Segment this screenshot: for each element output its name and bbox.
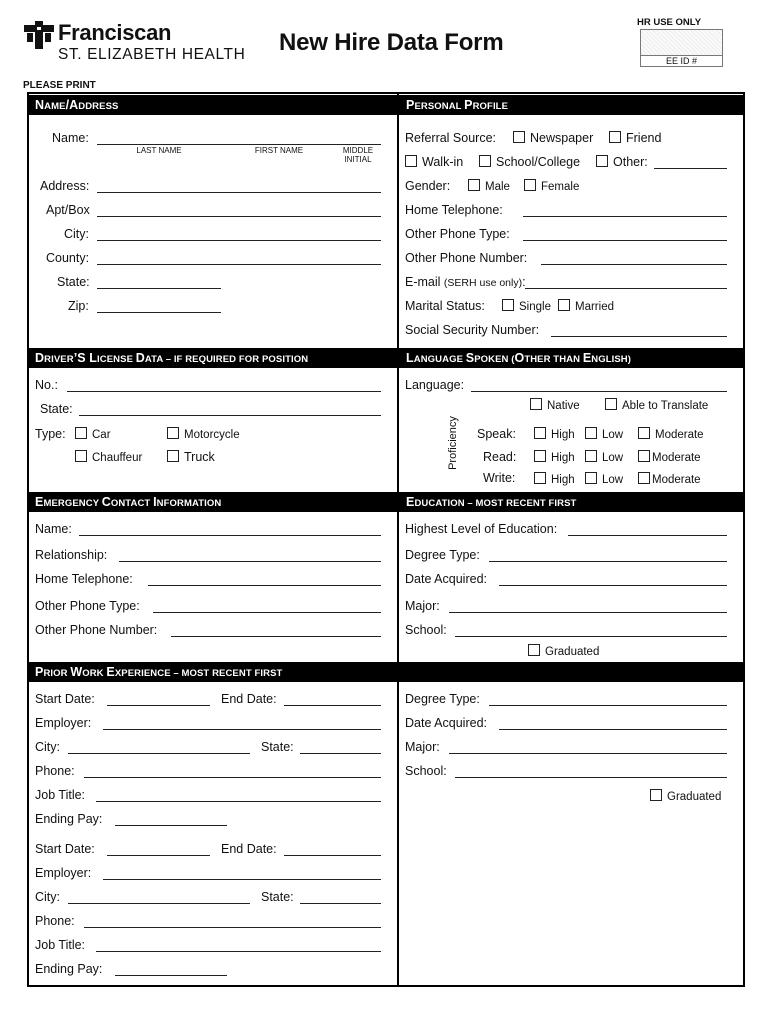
walk-in-checkbox[interactable] xyxy=(405,155,417,167)
graduated-label: Graduated xyxy=(545,646,600,658)
date-acquired-label-2: Date Acquired: xyxy=(405,716,487,730)
relationship-field[interactable] xyxy=(119,561,381,562)
female-checkbox[interactable] xyxy=(524,179,536,191)
apt-box-field[interactable] xyxy=(97,216,381,217)
license-number-field[interactable] xyxy=(67,391,381,392)
end-date-field-1[interactable] xyxy=(284,705,381,706)
section-header-drivers-license: DRIVER’S LICENSE DATA – IF REQUIRED FOR POSITION xyxy=(28,348,397,368)
emergency-home-telephone-field[interactable] xyxy=(148,585,381,586)
native-checkbox[interactable] xyxy=(530,398,542,410)
married-checkbox[interactable] xyxy=(558,299,570,311)
other-phone-number-field[interactable] xyxy=(541,264,727,265)
friend-checkbox[interactable] xyxy=(609,131,621,143)
read-high-label: High xyxy=(551,452,575,464)
form-frame xyxy=(27,92,745,987)
license-state-label: State: xyxy=(40,402,73,416)
emergency-other-phone-number-label: Other Phone Number: xyxy=(35,623,158,637)
truck-label: Truck xyxy=(184,450,215,464)
job-title-label-1: Job Title: xyxy=(35,788,86,802)
emergency-home-telephone-label: Home Telephone: xyxy=(35,572,133,586)
able-to-translate-label: Able to Translate xyxy=(622,400,709,412)
end-date-field-2[interactable] xyxy=(284,855,381,856)
address-field[interactable] xyxy=(97,192,381,193)
male-checkbox[interactable] xyxy=(468,179,480,191)
last-name-caption: LAST NAME xyxy=(136,146,182,155)
read-low-checkbox[interactable] xyxy=(585,450,597,462)
job-title-label-2: Job Title: xyxy=(35,938,86,952)
read-high-checkbox[interactable] xyxy=(534,450,546,462)
degree-type-field-2[interactable] xyxy=(489,705,727,706)
read-label: Read: xyxy=(483,450,517,464)
language-label: Language: xyxy=(405,378,465,392)
logo-subtitle: ST. ELIZABETH HEALTH xyxy=(58,46,246,63)
male-label: Male xyxy=(485,181,510,193)
employer-label-1: Employer: xyxy=(35,716,92,730)
motorcycle-checkbox[interactable] xyxy=(167,427,179,439)
single-checkbox[interactable] xyxy=(502,299,514,311)
speak-moderate-label: Moderate xyxy=(655,429,704,441)
name-field[interactable] xyxy=(97,144,381,145)
referral-source-label: Referral Source: xyxy=(405,131,497,145)
write-label: Write: xyxy=(483,471,516,485)
other-referral-checkbox[interactable] xyxy=(596,155,608,167)
emergency-other-phone-type-field[interactable] xyxy=(153,612,381,613)
truck-checkbox[interactable] xyxy=(167,450,179,462)
emergency-name-field[interactable] xyxy=(79,535,381,536)
county-label: County: xyxy=(46,251,90,265)
gender-label: Gender: xyxy=(405,179,451,193)
email-field[interactable] xyxy=(525,288,727,289)
name-label: Name: xyxy=(52,131,89,145)
school-college-checkbox[interactable] xyxy=(479,155,491,167)
car-checkbox[interactable] xyxy=(75,427,87,439)
able-to-translate-checkbox[interactable] xyxy=(605,398,617,410)
ending-pay-label-2: Ending Pay: xyxy=(35,962,103,976)
license-number-label: No.: xyxy=(35,378,58,392)
chauffeur-label: Chauffeur xyxy=(92,452,143,464)
major-field-2[interactable] xyxy=(449,753,727,754)
school-label-2: School: xyxy=(405,764,447,778)
work-city-label-2: City: xyxy=(35,890,60,904)
date-acquired-field-2[interactable] xyxy=(499,729,727,730)
degree-type-field[interactable] xyxy=(489,561,727,562)
section-header-emergency-contact: EMERGENCY CONTACT INFORMATION xyxy=(28,492,397,512)
ee-id-label: EE ID # xyxy=(641,55,722,66)
walk-in-label: Walk-in xyxy=(422,155,464,169)
highest-education-label: Highest Level of Education: xyxy=(405,522,558,536)
read-moderate-label: Moderate xyxy=(652,452,701,464)
section-header-education: EDUCATION – MOST RECENT FIRST xyxy=(399,492,744,512)
end-date-label-2: End Date: xyxy=(221,842,277,856)
phone-field-2[interactable] xyxy=(84,927,381,928)
first-name-caption: FIRST NAME xyxy=(254,146,304,155)
other-phone-type-label: Other Phone Type: xyxy=(405,227,510,241)
start-date-label-1: Start Date: xyxy=(35,692,95,706)
major-field[interactable] xyxy=(449,612,727,613)
degree-type-label: Degree Type: xyxy=(405,548,480,562)
license-state-field[interactable] xyxy=(79,415,381,416)
employer-field-1[interactable] xyxy=(103,729,381,730)
column-divider-bottom xyxy=(397,682,399,987)
speak-high-label: High xyxy=(551,429,575,441)
license-type-label: Type: xyxy=(35,427,66,441)
phone-label-1: Phone: xyxy=(35,764,75,778)
relationship-label: Relationship: xyxy=(35,548,108,562)
major-label: Major: xyxy=(405,599,440,613)
section-header-name-address: NAME/ADDRESS xyxy=(28,95,397,115)
write-moderate-label: Moderate xyxy=(652,474,701,486)
middle-initial-caption-2: INITIAL xyxy=(344,155,372,164)
write-high-checkbox[interactable] xyxy=(534,472,546,484)
native-label: Native xyxy=(547,400,580,412)
school-field-2[interactable] xyxy=(455,777,727,778)
end-date-label-1: End Date: xyxy=(221,692,277,706)
work-city-label-1: City: xyxy=(35,740,60,754)
column-divider-top xyxy=(397,92,399,662)
start-date-field-1[interactable] xyxy=(107,705,210,706)
home-telephone-field[interactable] xyxy=(523,216,727,217)
ending-pay-field-2[interactable] xyxy=(115,975,227,976)
section-header-prior-work: PRIOR WORK EXPERIENCE – MOST RECENT FIRST xyxy=(28,662,744,682)
date-acquired-field[interactable] xyxy=(499,585,727,586)
please-print-label: PLEASE PRINT xyxy=(23,80,96,91)
graduated-label-2: Graduated xyxy=(667,791,722,803)
phone-field-1[interactable] xyxy=(84,777,381,778)
address-label: Address: xyxy=(40,179,90,193)
language-field[interactable] xyxy=(471,391,727,392)
married-label: Married xyxy=(575,301,614,313)
emergency-other-phone-type-label: Other Phone Type: xyxy=(35,599,140,613)
hr-use-only-label: HR USE ONLY xyxy=(637,17,702,28)
speak-low-label: Low xyxy=(602,429,624,441)
school-college-label: School/College xyxy=(496,155,581,169)
write-low-checkbox[interactable] xyxy=(585,472,597,484)
start-date-field-2[interactable] xyxy=(107,855,210,856)
school-field[interactable] xyxy=(455,636,727,637)
job-title-field-2[interactable] xyxy=(96,951,381,952)
start-date-label-2: Start Date: xyxy=(35,842,95,856)
write-high-label: High xyxy=(551,474,575,486)
ssn-label: Social Security Number: xyxy=(405,323,540,337)
zip-field[interactable] xyxy=(97,312,221,313)
single-label: Single xyxy=(519,301,551,313)
speak-label: Speak: xyxy=(477,427,516,441)
proficiency-label: Proficiency xyxy=(447,416,459,470)
graduated-checkbox[interactable] xyxy=(528,644,540,656)
city-label: City: xyxy=(64,227,89,241)
other-phone-type-field[interactable] xyxy=(523,240,727,241)
work-city-field-2[interactable] xyxy=(68,903,250,904)
email-label: E-mail (SERH use only): xyxy=(405,275,526,289)
marital-status-label: Marital Status: xyxy=(405,299,485,313)
motorcycle-label: Motorcycle xyxy=(184,429,240,441)
middle-initial-caption-1: MIDDLE xyxy=(342,146,374,155)
state-label: State: xyxy=(57,275,90,289)
read-low-label: Low xyxy=(602,452,624,464)
female-label: Female xyxy=(541,181,580,193)
work-city-field-1[interactable] xyxy=(68,753,250,754)
emergency-name-label: Name: xyxy=(35,522,72,536)
other-referral-label: Other: xyxy=(613,155,648,169)
employer-field-2[interactable] xyxy=(103,879,381,880)
major-label-2: Major: xyxy=(405,740,440,754)
hr-use-box xyxy=(640,29,723,67)
ending-pay-label-1: Ending Pay: xyxy=(35,812,103,826)
job-title-field-1[interactable] xyxy=(96,801,381,802)
ssn-field[interactable] xyxy=(551,336,727,337)
home-telephone-label: Home Telephone: xyxy=(405,203,503,217)
employer-label-2: Employer: xyxy=(35,866,92,880)
emergency-other-phone-number-field[interactable] xyxy=(171,636,381,637)
other-referral-field[interactable] xyxy=(654,168,727,169)
chauffeur-checkbox[interactable] xyxy=(75,450,87,462)
graduated-checkbox-2[interactable] xyxy=(650,789,662,801)
apt-box-label: Apt/Box xyxy=(46,203,90,217)
write-moderate-checkbox[interactable] xyxy=(638,472,650,484)
ending-pay-field-1[interactable] xyxy=(115,825,227,826)
newspaper-checkbox[interactable] xyxy=(513,131,525,143)
work-state-label-1: State: xyxy=(261,740,294,754)
work-state-label-2: State: xyxy=(261,890,294,904)
state-field[interactable] xyxy=(97,288,221,289)
franciscan-cross-icon xyxy=(24,21,54,49)
degree-type-label-2: Degree Type: xyxy=(405,692,480,706)
school-label: School: xyxy=(405,623,447,637)
write-low-label: Low xyxy=(602,474,624,486)
section-header-personal-profile: PERSONAL PROFILE xyxy=(399,95,744,115)
read-moderate-checkbox[interactable] xyxy=(638,450,650,462)
speak-low-checkbox[interactable] xyxy=(585,427,597,439)
phone-label-2: Phone: xyxy=(35,914,75,928)
friend-label: Friend xyxy=(626,131,662,145)
speak-high-checkbox[interactable] xyxy=(534,427,546,439)
car-label: Car xyxy=(92,429,111,441)
logo-brand: Franciscan xyxy=(58,20,172,45)
work-state-field-1[interactable] xyxy=(300,753,381,754)
other-phone-number-label: Other Phone Number: xyxy=(405,251,528,265)
county-field[interactable] xyxy=(97,264,381,265)
newspaper-label: Newspaper xyxy=(530,131,594,145)
form-title: New Hire Data Form xyxy=(279,29,504,56)
work-state-field-2[interactable] xyxy=(300,903,381,904)
highest-education-field[interactable] xyxy=(568,535,727,536)
section-header-language: LANGUAGE SPOKEN (OTHER THAN ENGLISH) xyxy=(399,348,744,368)
speak-moderate-checkbox[interactable] xyxy=(638,427,650,439)
zip-label: Zip: xyxy=(68,299,89,313)
city-field[interactable] xyxy=(97,240,381,241)
date-acquired-label: Date Acquired: xyxy=(405,572,487,586)
